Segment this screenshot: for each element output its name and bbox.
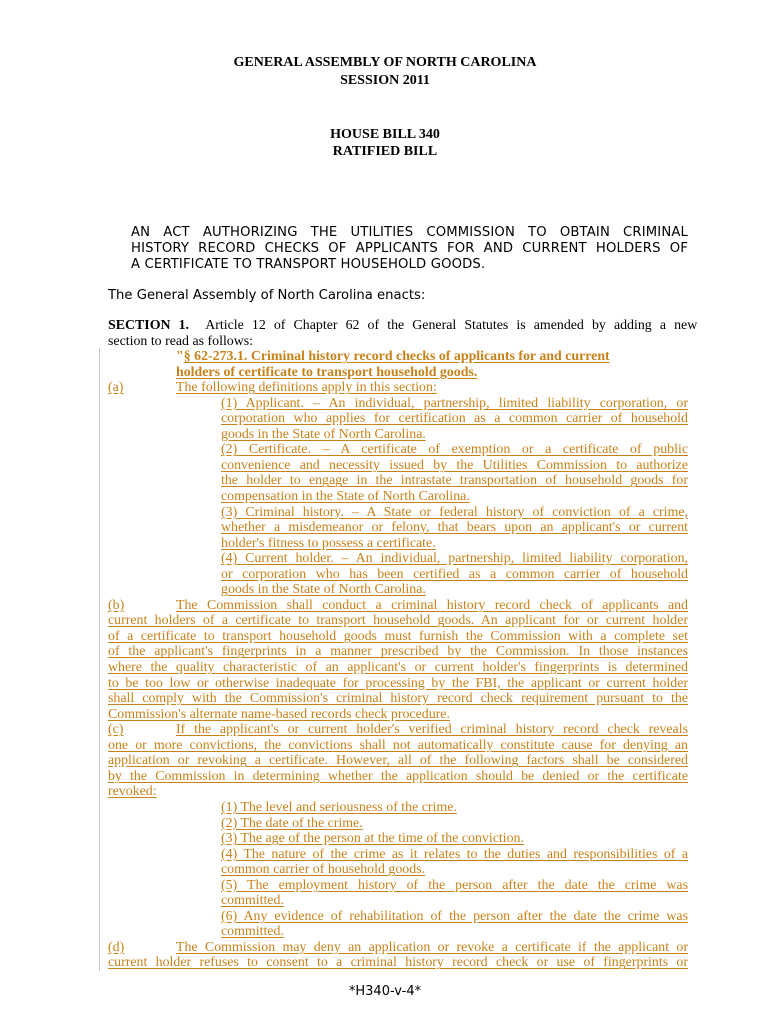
subsection-b: (b) The Commission shall conduct a criminal history record check of applicants and [108,597,688,613]
subsection-c: (c) If the applicant's or current holder's verified criminal history record check reveals [108,722,688,738]
paragraph-line: of a certificate to transport household goods must furnish the Commission with a complete set [108,628,688,644]
factor-line: committed. [221,893,284,909]
definition-line: convenience and necessity issued by the Utilities Commission to authorize [221,457,688,473]
subsection-d: (d) The Commission may deny an application or revoke a certificate if the applicant or [108,939,688,955]
factor-item: (3) The age of the person at the time of the conviction. [221,831,524,847]
paragraph-line: to be too low or otherwise inadequate for processing by the FBI, the applicant or current holder [108,675,688,691]
statute-heading-line: § 62-273.1. Criminal history record checks of applicants for and current [183,349,610,365]
factor-line: committed. [221,924,284,940]
subsection-tag: (b) [108,597,125,613]
subsection-tag: (a) [108,380,124,396]
act-title-line: HISTORY RECORD CHECKS OF APPLICANTS FOR AND CURRENT HOLDERS OF [131,241,688,256]
subsection-tag: (c) [108,722,124,738]
session-heading: SESSION 2011 [340,73,430,88]
subsection-tag: (d) [108,939,125,955]
paragraph-line: one or more convictions, the convictions shall not automatically constitute cause for denying an [108,737,688,753]
paragraph-line: revoked: [108,784,157,800]
definition-line: whether a misdemeanor or felony, that bears upon an applicant's or current [221,520,688,536]
paragraph-line: where the quality characteristic of an applicant's or current holder's fingerprints is determined [108,660,688,676]
paragraph-line: current holders of a certificate to transport household goods. An applicant for or current holder [108,613,688,629]
paragraph-line: of the applicant's fingerprints in a manner prescribed by the Commission. In those instances [108,644,688,660]
factor-line: common carrier of household goods. [221,862,426,878]
definition-line: or corporation who has been certified as a common carrier of household [221,566,688,582]
paragraph-line: by the Commission in determining whether the application should be denied or the certificate [108,768,688,784]
factor-item: (1) The level and seriousness of the crime. [221,799,457,815]
section-1-intro-cont: section to read as follows: [108,333,254,349]
definition-line: corporation who applies for certification as a common carrier of household [221,411,688,427]
bill-status: RATIFIED BILL [332,144,438,159]
definition-item: (2) Certificate. – A certificate of exemption or a certificate of public [221,442,688,458]
bill-number: HOUSE BILL 340 [330,127,440,142]
section-1-intro [108,318,698,334]
section-intro-text: Article 12 of Chapter 62 of the General Statutes is amended by adding a new [205,318,698,333]
act-title-line: AN ACT AUTHORIZING THE UTILITIES COMMISSION TO OBTAIN CRIMINAL [131,225,688,240]
bill-body [108,318,698,971]
statute-heading-cont: holders of certificate to transport household goods. [176,364,478,380]
section-label: SECTION 1. [108,318,190,333]
paragraph-line: application or revoking a certificate. However, all of the following factors shall be considered [108,753,688,769]
definition-line: the holder to engage in the intrastate transportation of household goods for [221,473,688,489]
definition-line: holder's fitness to possess a certificate. [221,535,436,551]
change-bar [99,348,100,971]
factor-item: (4) The nature of the crime as it relates to the duties and responsibilities of a [221,846,688,862]
act-title-line: A CERTIFICATE TO TRANSPORT HOUSEHOLD GOODS. [131,257,486,272]
paragraph-line: current holder refuses to consent to a criminal history record check or use of fingerprints or [108,955,688,971]
subsection-a: (a) The following definitions apply in this section: [108,380,437,396]
enacting-clause: The General Assembly of North Carolina enacts: [108,288,426,303]
statute-heading: "§ 62-273.1. Criminal history record checks of applicants for and current [176,349,610,365]
paragraph-line: shall comply with the Commission's criminal history record check requirement pursuant to the [108,691,688,707]
definition-line: goods in the State of North Carolina. [221,582,426,598]
document-footer-code: *H340-v-4* [348,984,422,999]
definition-line: goods in the State of North Carolina. [221,426,426,442]
factor-item: (5) The employment history of the person after the date the crime was [221,877,688,893]
assembly-heading: GENERAL ASSEMBLY OF NORTH CAROLINA [233,55,537,70]
definition-line: compensation in the State of North Carolina. [221,489,470,505]
paragraph-line: Commission's alternate name-based records check procedure. [108,706,450,722]
factor-item: (2) The date of the crime. [221,815,363,831]
definition-item: (4) Current holder. – An individual, partnership, limited liability corporation, [221,551,688,567]
factor-item: (6) Any evidence of rehabilitation of the person after the date the crime was [221,908,688,924]
definition-item: (1) Applicant. – An individual, partnership, limited liability corporation, or [221,395,688,411]
definition-item: (3) Criminal history. – A State or federal history of conviction of a crime, [221,504,688,520]
act-title [131,225,688,273]
